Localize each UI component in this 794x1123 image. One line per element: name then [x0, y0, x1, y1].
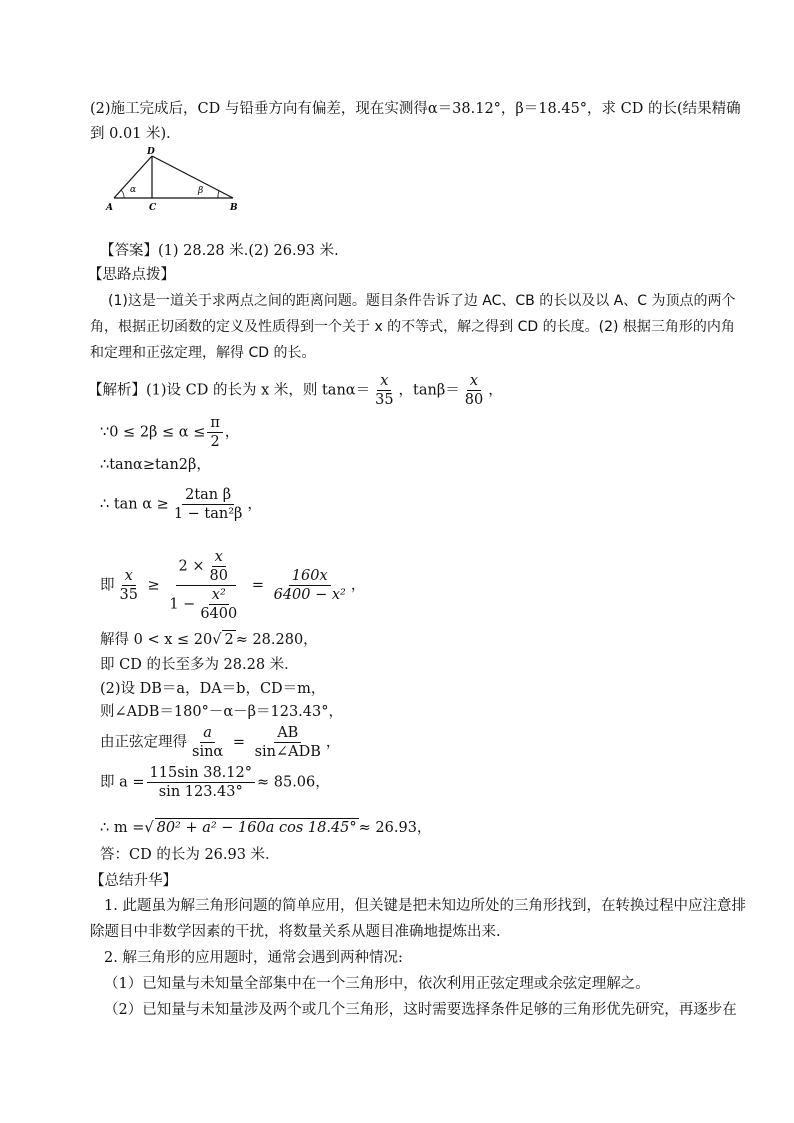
solution-line-3: ∴tanα≥tan2β，: [100, 457, 211, 473]
fraction-x-35: $\frac{x}{35}$: [375, 373, 394, 408]
fraction-x-80: $\frac{x}{80}$: [464, 373, 484, 408]
fraction-ab-sin: $\frac{AB}{\text{sin∠ADB}}$: [254, 725, 321, 760]
solution-line-11: 即 a = $\frac{115\sin 38.12^\circ}{\sin 123.43^\circ}$ ≈ 85.06，: [100, 765, 330, 800]
solution-line-9: 则∠ADB＝180°－α－β＝123.43°，: [100, 704, 343, 720]
label-d: D: [147, 147, 155, 157]
angle-beta-arc: [218, 191, 219, 198]
solution-line-13: 答：CD 的长为 26.93 米．: [100, 847, 280, 863]
fraction-pi-2: $\frac{\pi}{2}$: [207, 414, 223, 451]
hint-label: 【思路点拨】: [88, 267, 175, 283]
fraction-x-35-b: $\frac{x}{35}$: [119, 568, 138, 603]
summary-label: 【总结升华】: [90, 873, 177, 889]
fraction-result: $\frac{160x}{\text{6400 − x²}}$: [273, 568, 346, 603]
solution-line-12: ∴ m =√ 80² + a² − 160a cos 18.45° ≈ 26.93，: [100, 820, 432, 836]
side-db: [152, 156, 233, 198]
problem-line-2: 到 0.01 米)．: [90, 126, 181, 142]
label-alpha: α: [130, 185, 137, 195]
angle-alpha-arc: [121, 190, 124, 198]
solution-line-2: ∵0 ≤ 2β ≤ α ≤ $\frac{\pi}{2}$ ，: [100, 415, 240, 450]
solution-line-7: 即 CD 的长至多为 28.28 米．: [100, 657, 299, 673]
solution-line-6: 解得 0 < x ≤ 20√ 2 ≈ 28.280，: [100, 632, 318, 648]
hint-line-3: 和定理和正弦定理，解得 CD 的长。: [90, 345, 316, 361]
solution-intro: (1)设 CD 的长为 x 米，则 tanα＝: [146, 382, 371, 399]
hint-line-1: (1)这是一道关于求两点之间的距离问题。题目条件告诉了边 AC、CB 的长以及以 A、C 为顶点的两个: [108, 293, 736, 309]
label-a: A: [106, 203, 113, 213]
summary-para-2: 2. 解三角形的应用题时，通常会遇到两种情况:: [104, 950, 403, 966]
label-b: B: [230, 203, 238, 213]
solution-line-8: (2)设 DB＝a，DA＝b，CD＝m，: [100, 681, 326, 697]
solution-label: 【解析】: [88, 382, 146, 399]
solution-line-1: 【解析】(1)设 CD 的长为 x 米，则 tanα＝ $\frac{x}{35}$ ，tanβ＝ $\frac{x}{80}$ ，: [88, 373, 503, 408]
answer-line: [100, 242, 339, 260]
solution-line-4: ∴ tan α ≥ $\frac{\text{2tan β}}{\text{1 − tan²β}}$ ，: [100, 487, 262, 522]
summary-para-1b: 除题目中非数学因素的干扰，将数量关系从题目准确地提炼出来.: [90, 924, 501, 940]
summary-para-4: （2）已知量与未知量涉及两个或几个三角形，这时需要选择条件足够的三角形优先研究，再逐步在: [104, 1002, 737, 1018]
fraction-115sin: $\frac{115\sin 38.12^\circ}{\sin 123.43^\circ}$: [147, 764, 255, 801]
hint-line-2: 角，根据正切函数的定义及性质得到一个关于 x 的不等式，解之得到 CD 的长度。(2) 根据三角形的内角: [90, 319, 735, 335]
answer-label: 【答案】: [100, 243, 158, 259]
fraction-double-angle: $\frac{\text{2tan β}}{\text{1 − tan²β}}$: [173, 487, 243, 522]
summary-para-3: （1）已知量与未知量全部集中在一个三角形中，依次利用正弦定理或余弦定理解之。: [104, 976, 650, 992]
triangle-figure: [100, 142, 250, 214]
label-c: C: [149, 203, 157, 213]
answer-text: (1) 28.28 米.(2) 26.93 米.: [158, 243, 339, 259]
label-beta: β: [198, 186, 204, 196]
fraction-complex: 2 × $\frac{x}{80}$ 1 − $\frac{\text{x²}}{6400}$: [169, 549, 238, 622]
solution-line-10: 由正弦定理得 $\frac{a}{\sin\alpha}$ = $\frac{AB}{\text{sin∠ADB}}$ ，: [100, 725, 341, 760]
problem-line-1: (2)施工完成后，CD 与铅垂方向有偏差，现在实测得α＝38.12°，β＝18.45°，求 CD 的长(结果精确: [90, 101, 741, 117]
summary-para-1a: 1. 此题虽为解三角形问题的简单应用，但关键是把未知边所处的三角形找到，在转换过程中应注意排: [104, 898, 746, 914]
solution-line-5: 即 $\frac{x}{35}$ ≥ 2 × $\frac{x}{80}$ 1 − $\frac{\text{x²}}{6400}$ = $\frac{160x}{\text{6400 − x²}}$ ，: [100, 549, 366, 622]
fraction-a-sin: $\frac{a}{\sin\alpha}$: [192, 725, 224, 760]
tan-beta-text: ，tanβ＝: [398, 382, 460, 399]
